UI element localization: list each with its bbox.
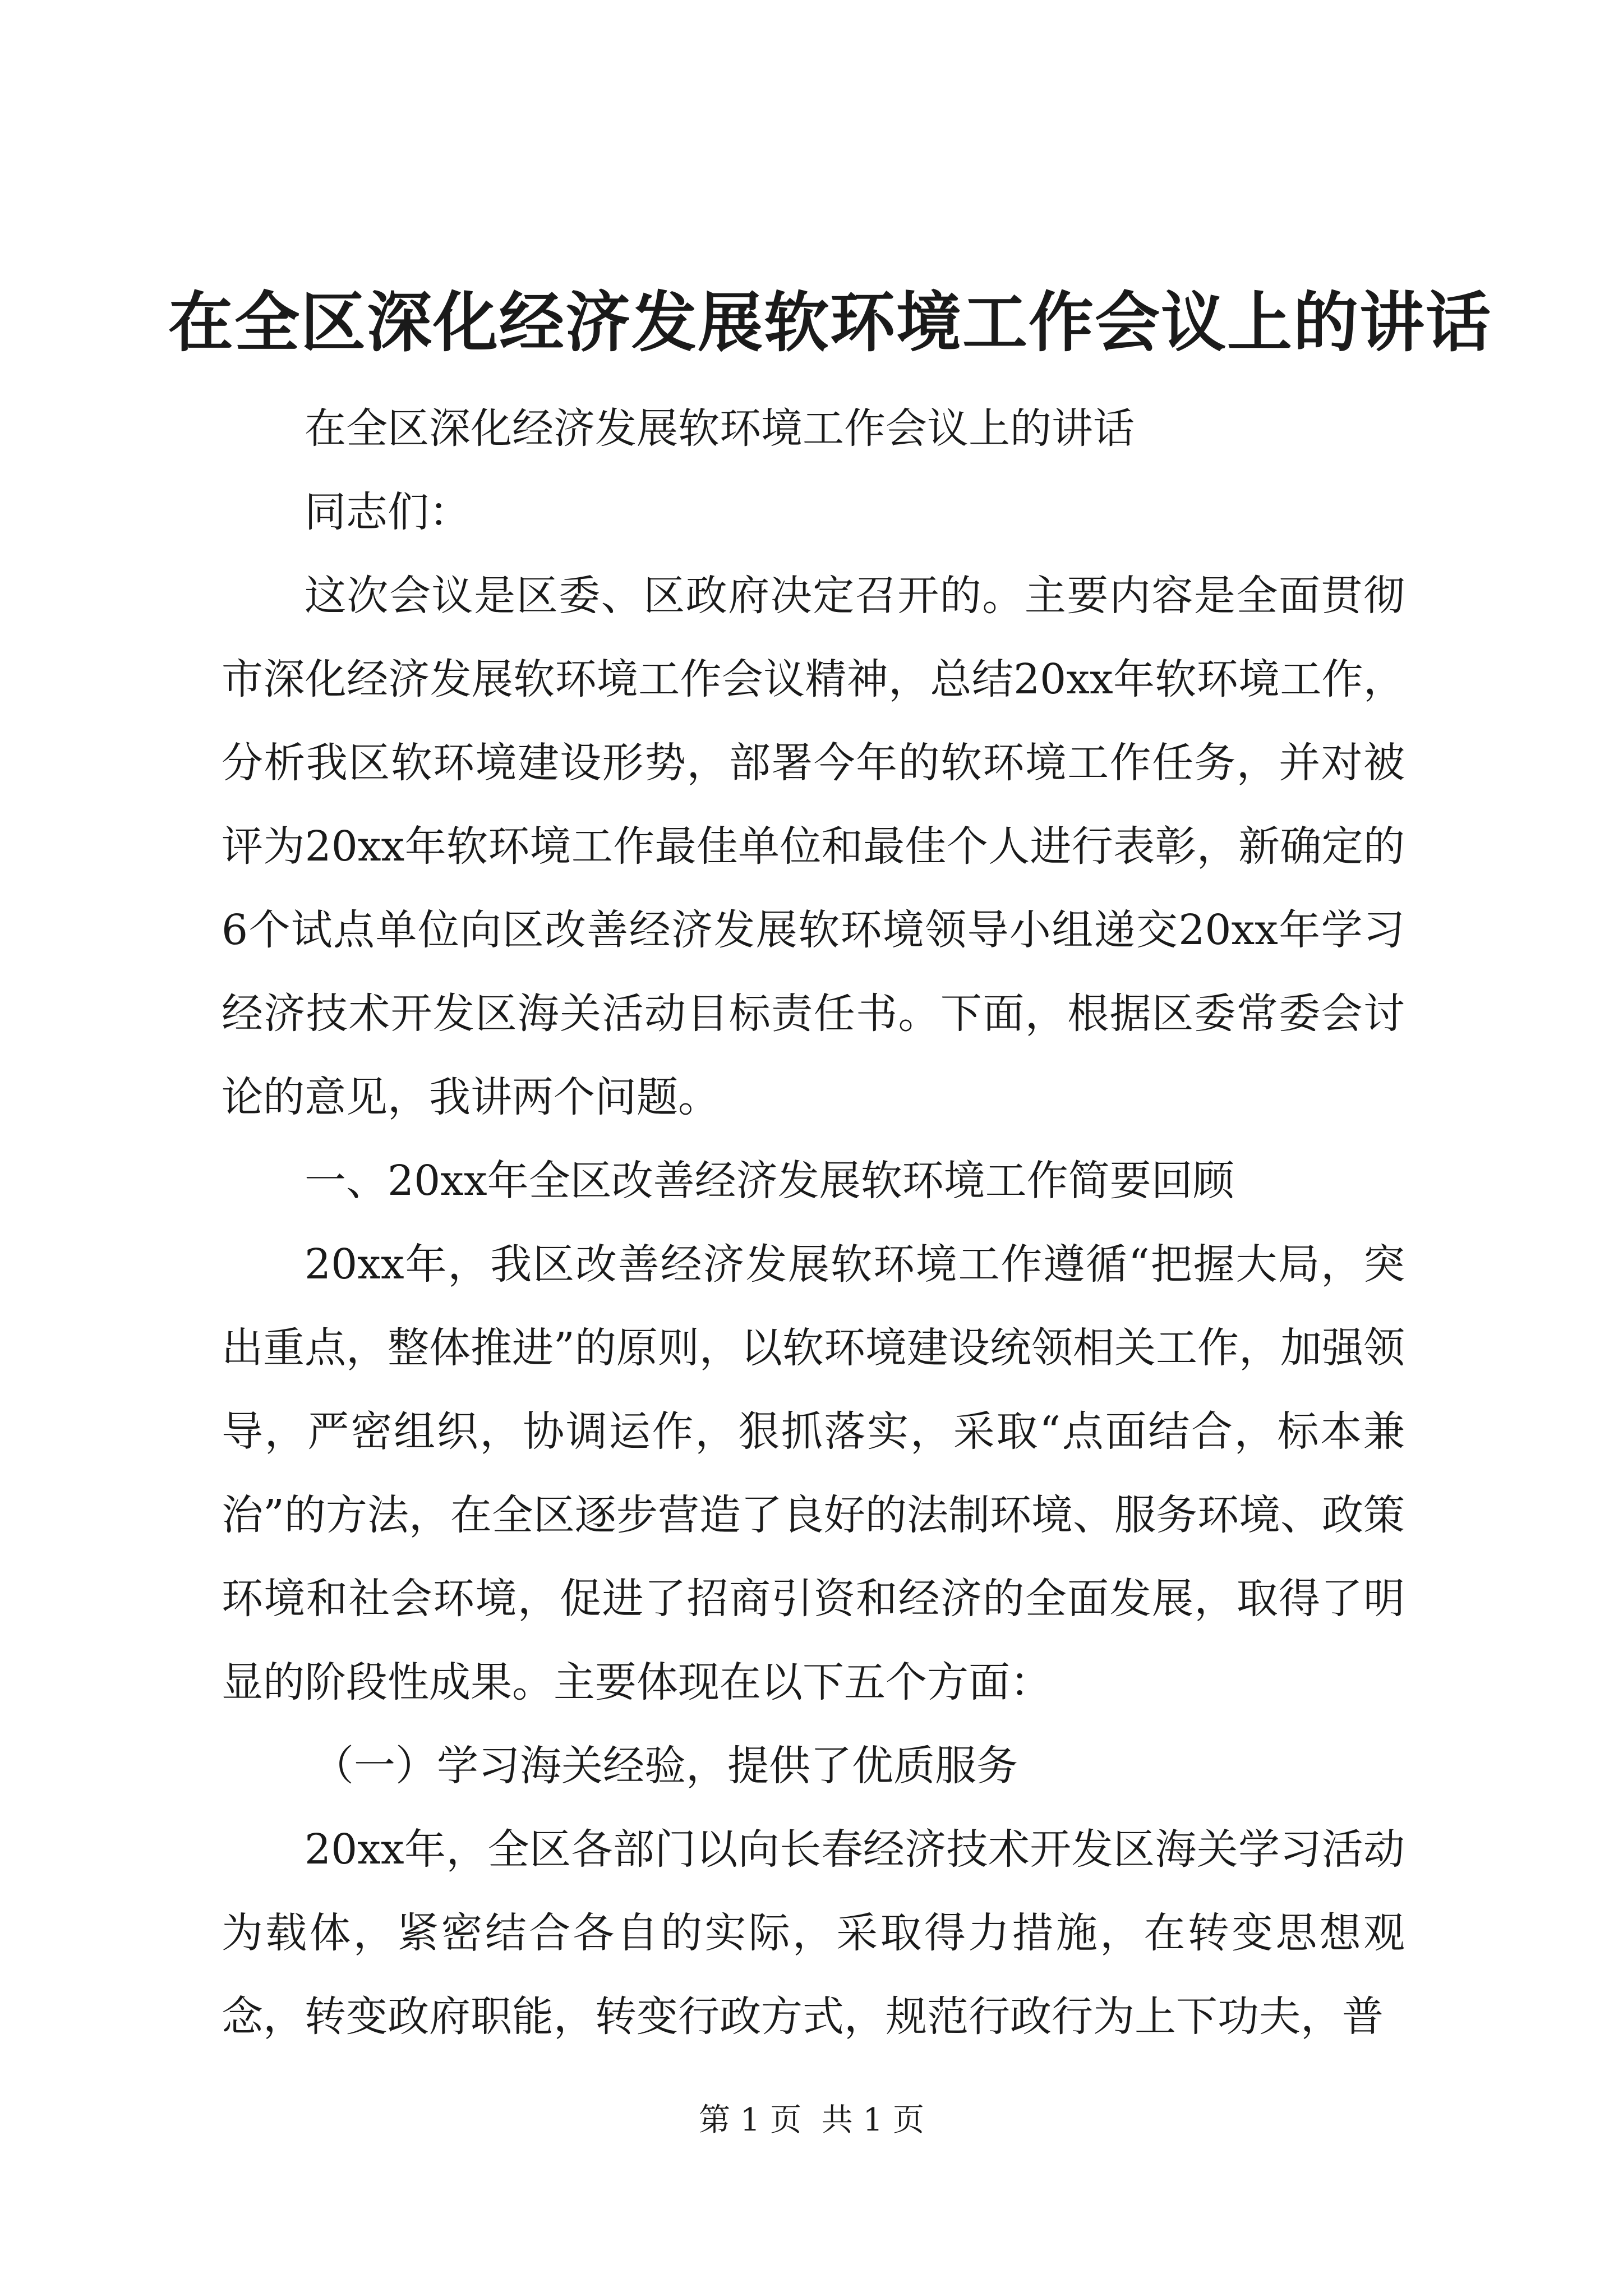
section-heading-1: 一、20xx年全区改善经济发展软环境工作简要回顾	[305, 1157, 1234, 1205]
intro-paragraph: 这次会议是区委、区政府决定召开的。主要内容是全面贯彻市深化经济发展软环境工作会议精神，总结20xx年软环境工作，分析我区软环境建设形势，部署今年的软环境工作任务，并对被评为20xx年软环境工作最佳单位和最佳个人进行表彰，新确定的6个试点单位向区改善经济发展软环境领导小组递交20xx年学习经济技术开发区海关活动目标责任书。下面，根据区委常委会讨论的意见，我讲两个问题。	[222, 572, 1405, 1121]
salutation-paragraph: 同志们：	[305, 488, 471, 536]
subtitle-paragraph: 在全区深化经济发展软环境工作会议上的讲话	[305, 404, 1135, 453]
subsection-heading-1: （一）学习海关经验，提供了优质服务	[312, 1742, 1018, 1790]
page-footer: 第 1 页 共 1 页	[698, 2102, 925, 2138]
review-paragraph: 20xx年，我区改善经济发展软环境工作遵循“把握大局，突出重点，整体推进”的原则，以软环境建设统领相关工作，加强领导，严密组织，协调运作，狠抓落实，采取“点面结合，标本兼治”的方法，在全区逐步营造了良好的法制环境、服务环境、政策环境和社会环境，促进了招商引资和经济的全面发展，取得了明显的阶段性成果。主要体现在以下五个方面：	[222, 1240, 1405, 1706]
document-title: 在全区深化经济发展软环境工作会议上的讲话	[168, 284, 1492, 361]
subsection-paragraph-1: 20xx年，全区各部门以向长春经济技术开发区海关学习活动为载体，紧密结合各自的实际，采取得力措施，在转变思想观念，转变政府职能，转变行政方式，规范行政行为上下功夫，普	[222, 1825, 1405, 2041]
document-body	[222, 387, 1405, 2059]
